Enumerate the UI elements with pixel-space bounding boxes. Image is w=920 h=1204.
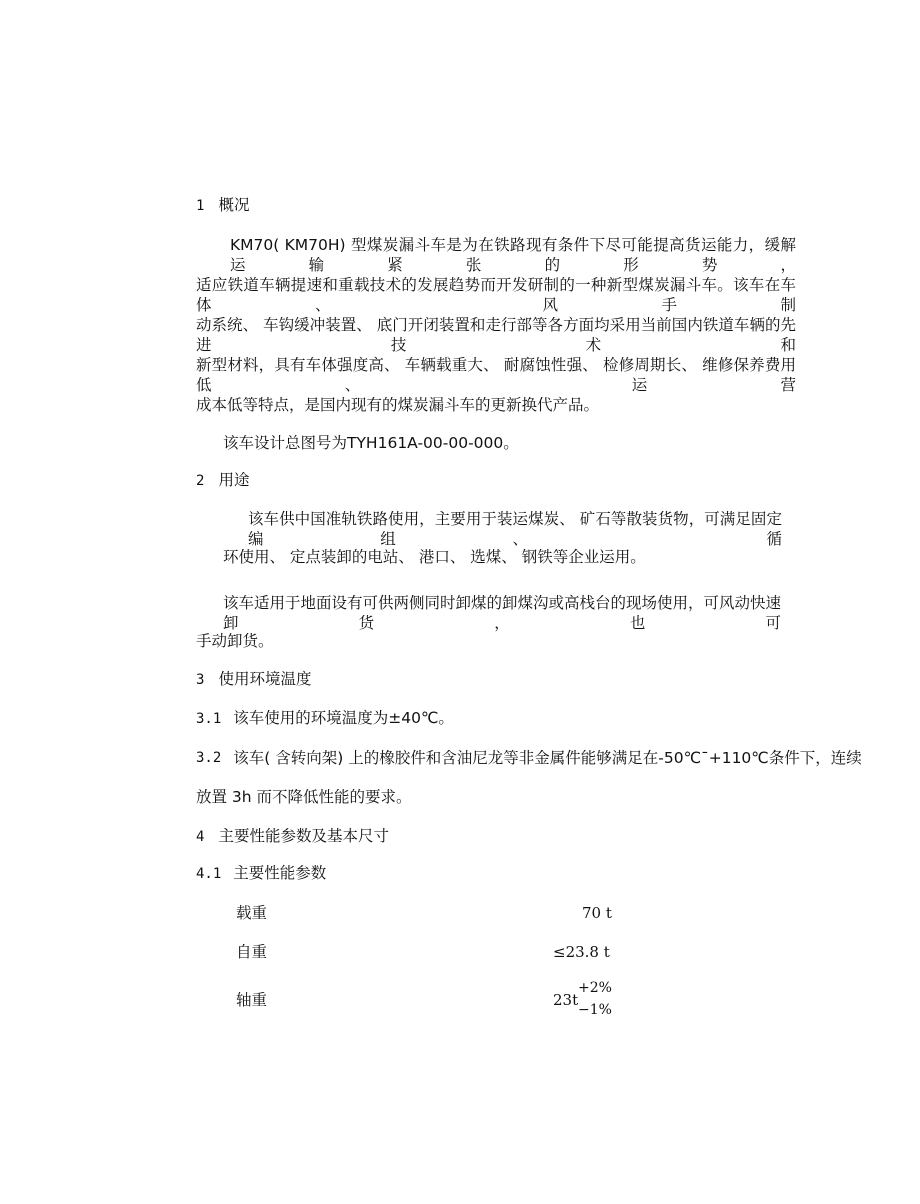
- section-3-heading: [196, 669, 311, 690]
- section-1-title: 概况: [218, 196, 250, 214]
- param-tolerance-minus: −1%: [578, 1002, 612, 1018]
- section-3-number: 3: [196, 672, 205, 688]
- section-2-para-line: 手动卸货。: [196, 632, 274, 650]
- section-2-title: 用途: [218, 471, 250, 489]
- section-1-number: 1: [196, 198, 205, 214]
- section-3-1: [196, 708, 454, 729]
- param-value-axle-load: 23t: [553, 991, 579, 1009]
- section-4-heading: [196, 826, 389, 847]
- section-1-para-line: 成本低等特点，是国内现有的煤炭漏斗车的更新换代产品。: [196, 396, 600, 414]
- section-3-2-line: 该车( 含转向架) 上的橡胶件和含油尼龙等非金属件能够满足在-50℃¯+110℃条件下，连续: [233, 749, 862, 767]
- section-1-drawing-number: 该车设计总图号为TYH161A-00-00-000。: [223, 434, 519, 452]
- section-4-title: 主要性能参数及基本尺寸: [218, 827, 389, 845]
- section-3-2: [196, 748, 862, 768]
- section-2-number: 2: [196, 473, 205, 489]
- section-3-2-line: 放置 3h 而不降低性能的要求。: [196, 788, 412, 806]
- section-4-1-number: 4.1: [196, 866, 222, 882]
- param-label-axle-load: 轴重: [236, 991, 268, 1009]
- section-1-para-line: 适应铁道车辆提速和重载技术的发展趋势而开发研制的一种新型煤炭漏斗车。该车在车体、 风手制: [196, 276, 796, 314]
- section-4-1-title: 主要性能参数: [233, 864, 327, 882]
- param-value-tare: ≤23.8 t: [553, 943, 610, 961]
- section-3-2-number: 3.2: [196, 750, 222, 766]
- param-tolerance-plus: +2%: [578, 980, 612, 996]
- section-1-heading: [196, 195, 249, 216]
- section-2-para-line: 该车适用于地面设有可供两侧同时卸煤的卸煤沟或高栈台的现场使用，可风动快速卸货，也可: [223, 594, 782, 632]
- param-value-load: 70 t: [582, 904, 612, 922]
- section-3-1-text: 该车使用的环境温度为±40℃。: [233, 709, 454, 727]
- param-label-tare: 自重: [236, 943, 268, 961]
- section-3-title: 使用环境温度: [218, 670, 312, 688]
- section-4-1-heading: [196, 863, 326, 884]
- section-2-heading: [196, 470, 249, 491]
- section-1-para-line: KM70( KM70H) 型煤炭漏斗车是为在铁路现有条件下尽可能提高货运能力，缓解运输紧张的形势，: [230, 236, 796, 274]
- section-1-para-line: 新型材料，具有车体强度高、 车辆载重大、 耐腐蚀性强、 检修周期长、 维修保养费用低、 运营: [196, 356, 796, 394]
- section-1-para-line: 动系统、 车钩缓冲装置、 底门开闭装置和走行部等各方面均采用当前国内铁道车辆的先进技术和: [196, 316, 796, 354]
- section-3-1-number: 3.1: [196, 711, 222, 727]
- param-label-load: 载重: [236, 904, 268, 922]
- section-2-para-line: 环使用、 定点装卸的电站、 港口、 选煤、 钢铁等企业运用。: [223, 548, 646, 566]
- section-4-number: 4: [196, 829, 205, 845]
- section-2-para-line: 该车供中国准轨铁路使用，主要用于装运煤炭、 矿石等散装货物，可满足固定编组、 循: [248, 510, 782, 548]
